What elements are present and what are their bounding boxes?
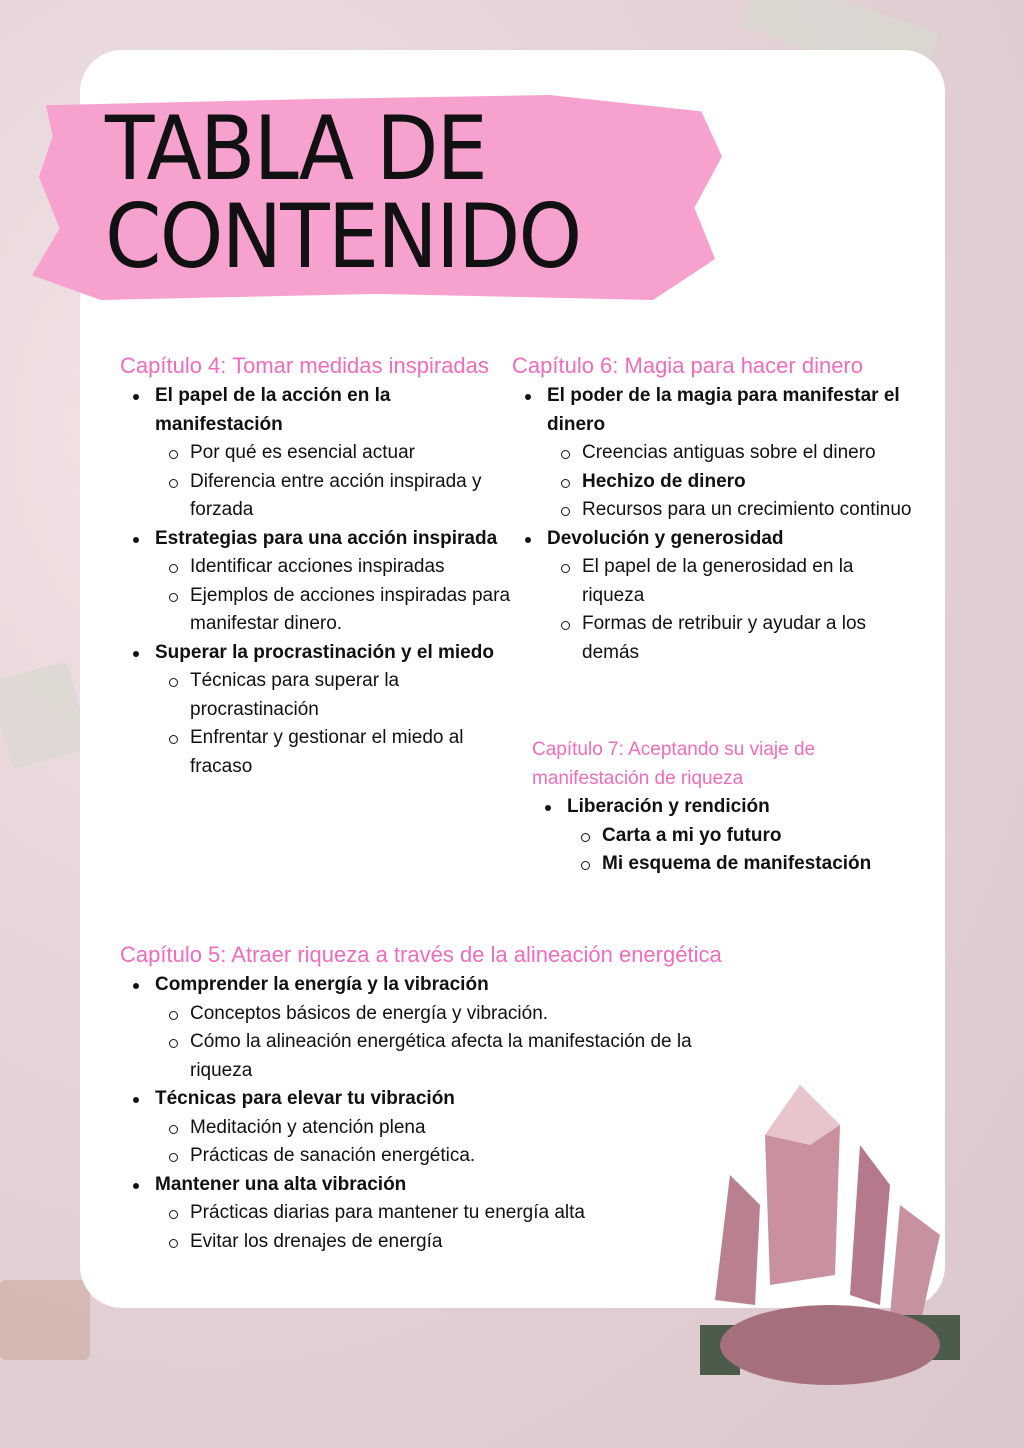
chapter-heading: Capítulo 7: Aceptando su viaje de manifestación de riqueza (532, 739, 816, 789)
chapter-heading: Capítulo 6: Magia para hacer dinero (512, 353, 863, 378)
toc-subitem: Hechizo de dinero (512, 468, 912, 497)
toc-item: El poder de la magia para manifestar el dinero (512, 382, 912, 439)
toc-subitem: Meditación y atención plena (120, 1114, 750, 1143)
toc-item: Superar la procrastinación y el miedo (120, 639, 515, 668)
toc-item: Estrategias para una acción inspirada (120, 525, 515, 554)
toc-subitem: El papel de la generosidad en la riqueza (512, 553, 912, 610)
chapter-5-section (120, 938, 750, 1256)
toc-subitem: Por qué es esencial actuar (120, 439, 515, 468)
chapter-6-section (512, 349, 912, 667)
toc-item: Técnicas para elevar tu vibración (120, 1085, 750, 1114)
page-title (105, 97, 581, 288)
title-line-2: CONTENIDO (105, 185, 581, 288)
toc-subitem: Enfrentar y gestionar el miedo al fracaso (120, 724, 515, 781)
money-bill-decoration (0, 661, 90, 769)
chapter-7-section (532, 736, 912, 879)
toc-subitem: Conceptos básicos de energía y vibración. (120, 1000, 750, 1029)
title-line-1: TABLA DE (105, 97, 486, 200)
toc-subitem: Identificar acciones inspiradas (120, 553, 515, 582)
toc-subitem: Mi esquema de manifestación (532, 850, 912, 879)
toc-subitem: Ejemplos de acciones inspiradas para manifestar dinero. (120, 582, 515, 639)
toc-subitem: Recursos para un crecimiento continuo (512, 496, 912, 525)
toc-subitem: Carta a mi yo futuro (532, 822, 912, 851)
toc-subitem: Diferencia entre acción inspirada y forzada (120, 468, 515, 525)
toc-item: Comprender la energía y la vibración (120, 971, 750, 1000)
toc-item: Mantener una alta vibración (120, 1171, 750, 1200)
toc-item: Liberación y rendición (532, 793, 912, 822)
coin-stack-decoration (0, 1280, 90, 1360)
toc-subitem: Formas de retribuir y ayudar a los demás (512, 610, 912, 667)
crystal-illustration (700, 1085, 960, 1415)
chapter-heading: Capítulo 4: Tomar medidas inspiradas (120, 353, 489, 378)
toc-subitem: Técnicas para superar la procrastinación (120, 667, 515, 724)
toc-subitem: Creencias antiguas sobre el dinero (512, 439, 912, 468)
toc-item: El papel de la acción en la manifestación (120, 382, 515, 439)
toc-subitem: Evitar los drenajes de energía (120, 1228, 750, 1257)
toc-item: Devolución y generosidad (512, 525, 912, 554)
toc-subitem: Prácticas de sanación energética. (120, 1142, 750, 1171)
chapter-4-section (120, 349, 515, 781)
chapter-heading: Capítulo 5: Atraer riqueza a través de la alineación energética (120, 942, 722, 967)
toc-subitem: Prácticas diarias para mantener tu energía alta (120, 1199, 750, 1228)
toc-subitem: Cómo la alineación energética afecta la manifestación de la riqueza (120, 1028, 750, 1085)
